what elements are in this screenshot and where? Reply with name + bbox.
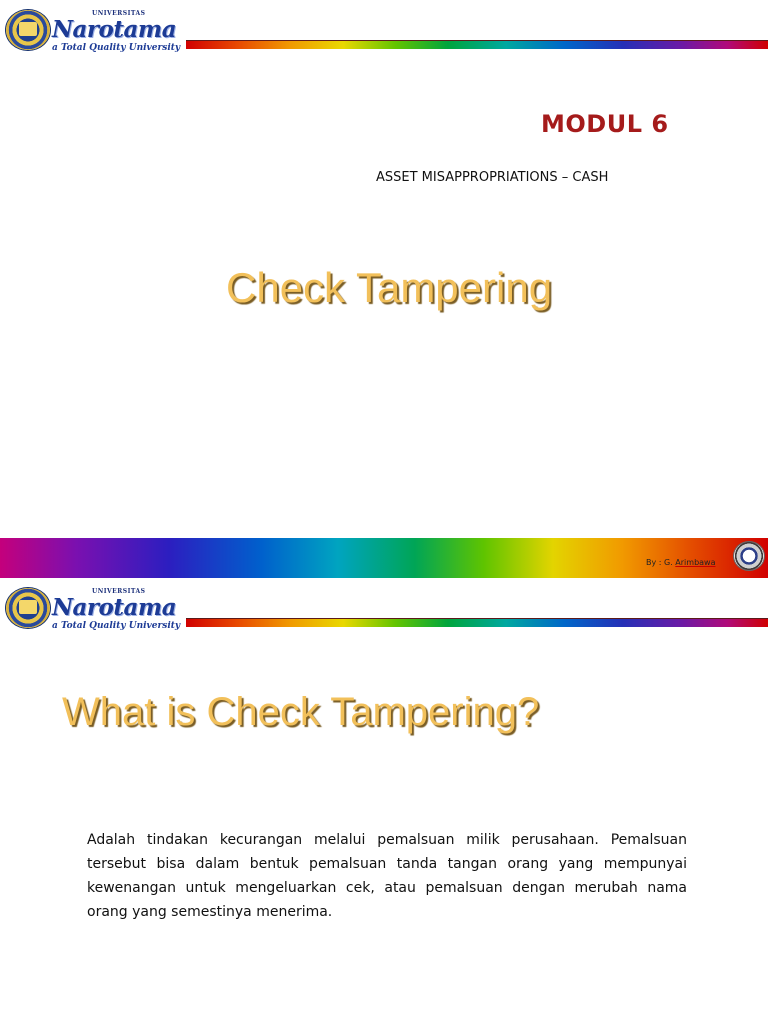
slide-title: Check Tampering: [226, 264, 553, 311]
slide-2: [0, 578, 768, 1024]
logo-university-name: Narotama: [52, 594, 177, 621]
header-rainbow-line-thin: [186, 625, 768, 627]
university-logo: [6, 586, 186, 632]
logo-small-text: UNIVERSITAS: [92, 10, 146, 17]
header-rainbow-line: [186, 618, 768, 625]
modul-heading: MODUL 6: [541, 110, 669, 138]
logo-tagline: a Total Quality University: [52, 621, 181, 631]
footer-by-label: By : G.: [646, 558, 676, 567]
university-seal-icon: [6, 10, 50, 50]
university-logo: [6, 8, 186, 54]
logo-small-text: UNIVERSITAS: [92, 588, 146, 595]
logo-university-name: Narotama: [52, 16, 177, 43]
body-paragraph-text: Adalah tindakan kecurangan melalui pemalsuan milik perusahaan. Pemalsuan tersebut bisa dalam bentuk pemalsuan tanda tangan orang yang mempunyai kewenangan untuk mengeluarkan cek, atau pemalsuan dengan merubah nama orang yang semestinya menerima.: [87, 832, 687, 920]
logo-tagline: a Total Quality University: [52, 43, 181, 53]
slide-subtitle: ASSET MISAPPROPRIATIONS – CASH: [376, 170, 609, 185]
footer-author: [646, 558, 716, 567]
footer-seal-icon: [734, 542, 764, 570]
footer-author-name: Arimbawa: [675, 558, 716, 567]
slide-title: What is Check Tampering?: [62, 690, 540, 734]
university-seal-icon: [6, 588, 50, 628]
header-rainbow-line-thin: [186, 47, 768, 49]
header-rainbow-line: [186, 40, 768, 47]
body-paragraph: [87, 828, 687, 924]
